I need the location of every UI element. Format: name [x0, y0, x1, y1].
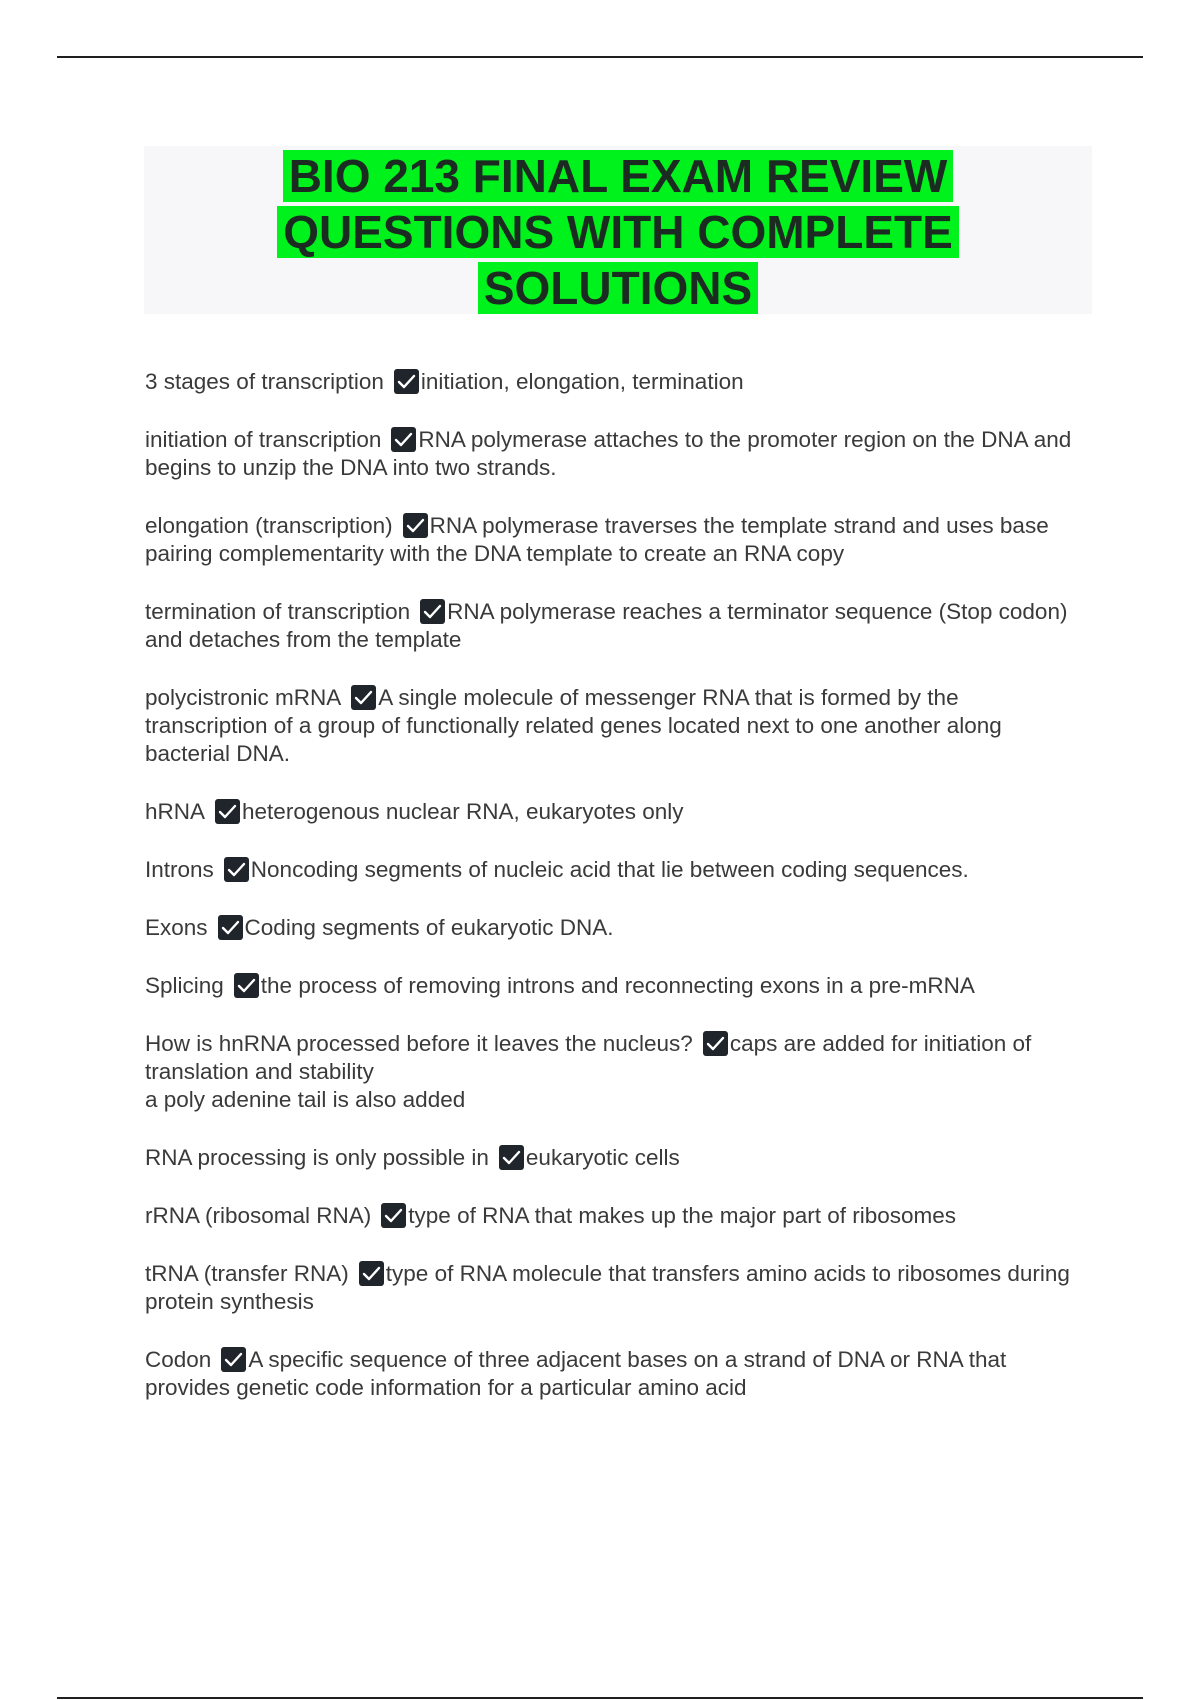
qa-item: [145, 426, 1080, 482]
checkmark-box-icon: [359, 1261, 384, 1286]
qa-definition: RNA polymerase traverses the template strand and uses base pairing complementarity with the DNA template to create an RNA copy: [145, 513, 1049, 566]
checkmark-box-icon: [221, 1347, 246, 1372]
qa-item: [145, 1260, 1080, 1316]
qa-term: Splicing: [145, 973, 224, 998]
qa-term: hRNA: [145, 799, 206, 824]
qa-definition: RNA polymerase attaches to the promoter region on the DNA and begins to unzip the DNA into two strands.: [145, 427, 1072, 480]
qa-definition: type of RNA molecule that transfers amino acids to ribosomes during protein synthesis: [145, 1261, 1070, 1314]
qa-term: tRNA (transfer RNA): [145, 1261, 349, 1286]
qa-term: initiation of transcription: [145, 427, 382, 452]
checkmark-box-icon: [215, 799, 240, 824]
qa-item: [145, 1030, 1080, 1114]
qa-term: Exons: [145, 915, 208, 940]
qa-list: [145, 368, 1080, 1432]
qa-definition: the process of removing introns and reconnecting exons in a pre-mRNA: [260, 973, 975, 998]
qa-definition: A single molecule of messenger RNA that is formed by the transcription of a group of functionally related genes located next to one another along bacterial DNA.: [145, 685, 1002, 766]
qa-item: [145, 512, 1080, 568]
title-panel: [144, 146, 1092, 314]
checkmark-box-icon: [420, 599, 445, 624]
qa-item: [145, 684, 1080, 768]
qa-item: [145, 1144, 1080, 1172]
qa-definition: type of RNA that makes up the major part of ribosomes: [408, 1203, 957, 1228]
qa-term: Codon: [145, 1347, 212, 1372]
qa-item: [145, 1202, 1080, 1230]
qa-term: RNA processing is only possible in: [145, 1145, 489, 1170]
qa-definition: RNA polymerase reaches a terminator sequence (Stop codon) and detaches from the template: [145, 599, 1068, 652]
checkmark-box-icon: [351, 685, 376, 710]
checkmark-box-icon: [381, 1203, 406, 1228]
qa-item: [145, 856, 1080, 884]
qa-term: Introns: [145, 857, 214, 882]
qa-definition: eukaryotic cells: [525, 1145, 680, 1170]
qa-definition: caps are added for initiation of translation and stability: [145, 1031, 1032, 1084]
checkmark-box-icon: [391, 427, 416, 452]
checkmark-box-icon: [703, 1031, 728, 1056]
qa-term: polycistronic mRNA: [145, 685, 342, 710]
checkmark-box-icon: [224, 857, 249, 882]
qa-term: termination of transcription: [145, 599, 411, 624]
qa-item: [145, 798, 1080, 826]
qa-item: [145, 1346, 1080, 1402]
checkmark-box-icon: [234, 973, 259, 998]
qa-definition: initiation, elongation, termination: [420, 369, 744, 394]
qa-item: [145, 972, 1080, 1000]
top-divider: [57, 56, 1143, 58]
qa-definition: A specific sequence of three adjacent bases on a strand of DNA or RNA that provides genetic code information for a particular amino acid: [145, 1347, 1007, 1400]
qa-item: [145, 598, 1080, 654]
qa-term: rRNA (ribosomal RNA): [145, 1203, 372, 1228]
qa-definition: heterogenous nuclear RNA, eukaryotes only: [242, 799, 684, 824]
checkmark-box-icon: [499, 1145, 524, 1170]
checkmark-box-icon: [394, 369, 419, 394]
bottom-divider: [57, 1697, 1143, 1699]
document-title: BIO 213 FINAL EXAM REVIEW QUESTIONS WITH COMPLETE SOLUTIONS: [277, 150, 959, 314]
qa-item: [145, 914, 1080, 942]
qa-definition: Noncoding segments of nucleic acid that lie between coding sequences.: [250, 857, 969, 882]
qa-term: 3 stages of transcription: [145, 369, 384, 394]
qa-definition: Coding segments of eukaryotic DNA.: [244, 915, 614, 940]
qa-term: How is hnRNA processed before it leaves the nucleus?: [145, 1031, 693, 1056]
qa-item: [145, 368, 1080, 396]
checkmark-box-icon: [218, 915, 243, 940]
checkmark-box-icon: [403, 513, 428, 538]
qa-term: elongation (transcription): [145, 513, 393, 538]
qa-definition-extra: a poly adenine tail is also added: [145, 1087, 466, 1112]
